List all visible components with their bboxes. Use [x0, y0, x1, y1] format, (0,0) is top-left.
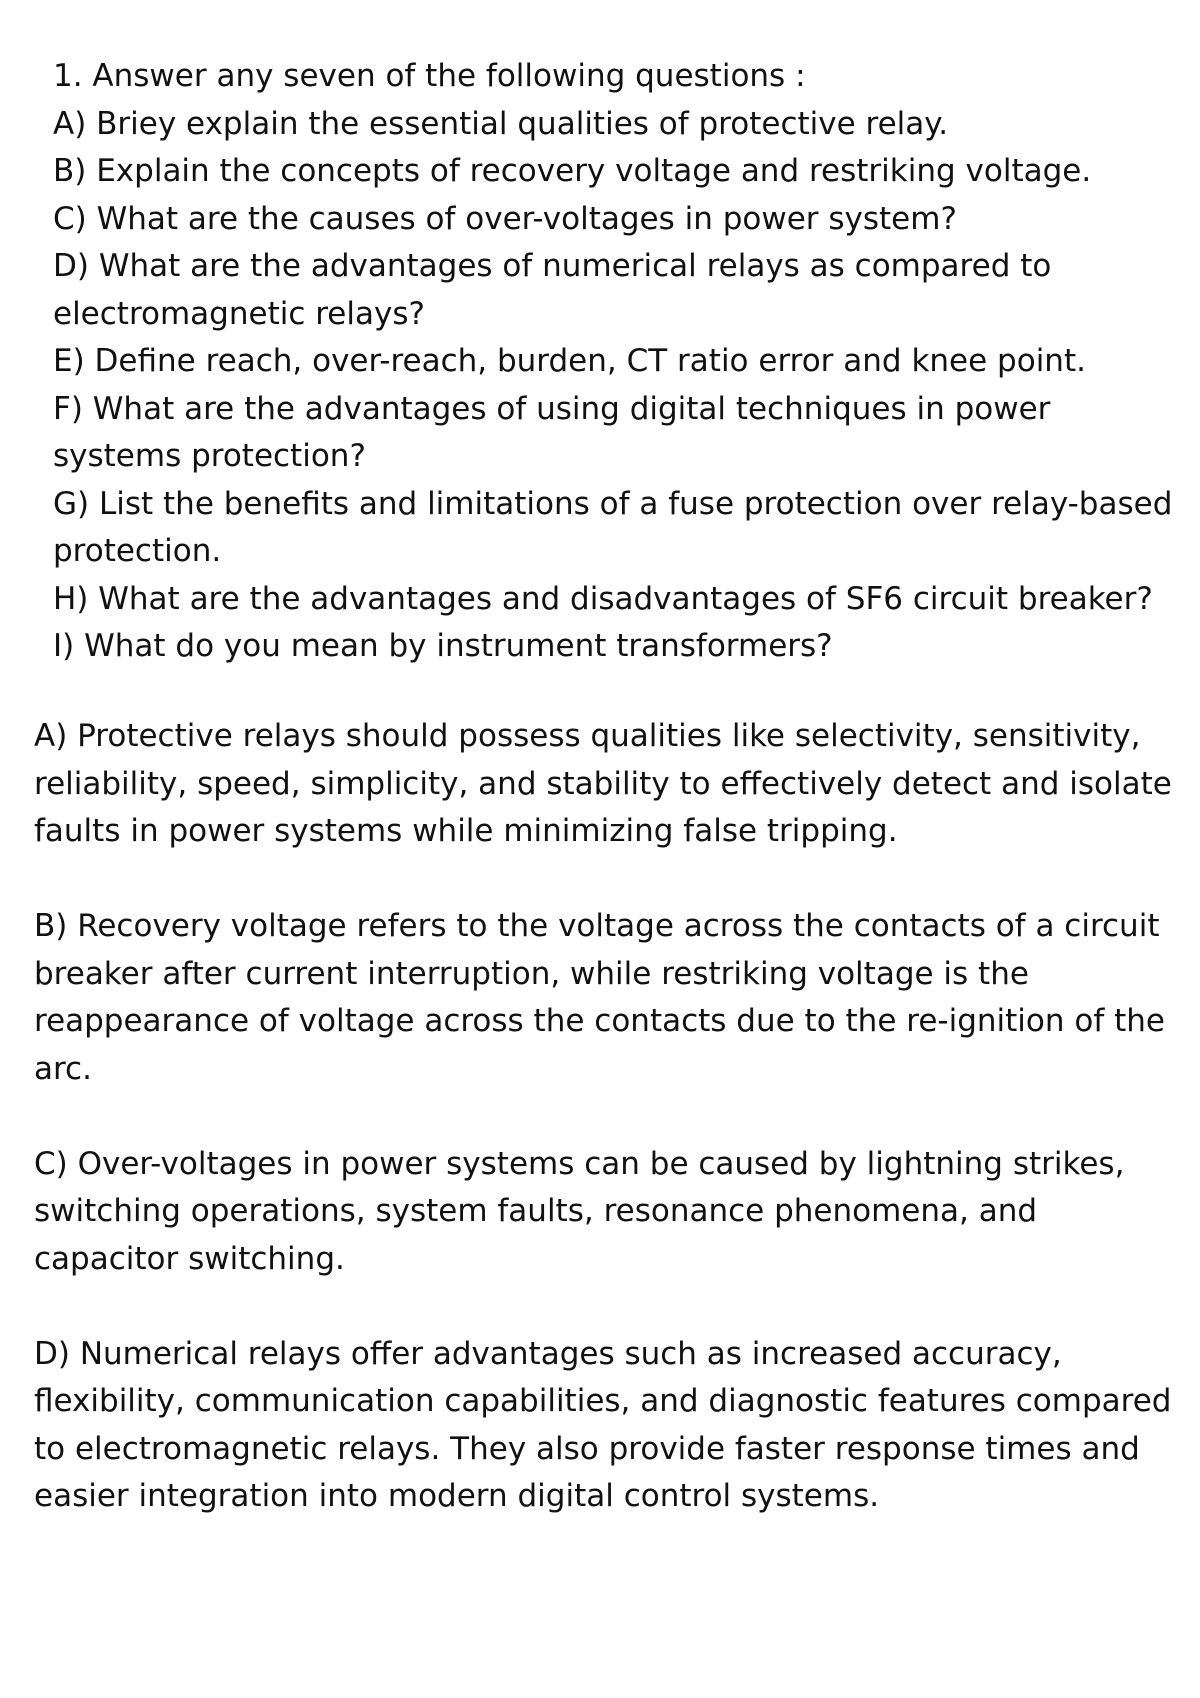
answer-b: B) Recovery voltage refers to the voltage across the contacts of a circuit breaker after current interruption, while restriking voltage is the reappearance of voltage across the contacts due to the re-ignition of the arc. — [34, 908, 1165, 1087]
question-e: E) Define reach, over-reach, burden, CT ratio error and knee point. — [53, 343, 1086, 379]
answer-d: D) Numerical relays offer advantages such as increased accuracy, flexibility, communication capabilities, and diagnostic features compared to electromagnetic relays. They also provide faster response times and easier integration into modern digital control systems. — [34, 1335, 1172, 1514]
question-a: A) Briey explain the essential qualities of protective relay. — [53, 105, 949, 142]
question-list — [53, 53, 1173, 671]
question-f: F) What are the advantages of using digital techniques in power systems protection? — [53, 390, 1051, 474]
question-instruction: 1. Answer any seven of the following questions : — [53, 58, 806, 94]
answer-c: C) Over-voltages in power systems can be caused by lightning strikes, switching operations, system faults, resonance phenomena, and capacitor switching. — [34, 1145, 1125, 1277]
answer-a: A) Protective relays should possess qualities like selectivity, sensitivity, reliability, speed, simplicity, and stability to effectively detect and isolate faults in power systems while minimizing false tripping. — [34, 718, 1172, 849]
question-g: G) List the benefits and limitations of a fuse protection over relay-based protection. — [53, 485, 1173, 569]
question-i: I) What do you mean by instrument transformers? — [53, 628, 833, 664]
question-h: H) What are the advantages and disadvantages of SF6 circuit breaker? — [53, 580, 1153, 617]
question-c: C) What are the causes of over-voltages in power system? — [53, 200, 957, 237]
question-d: D) What are the advantages of numerical relays as compared to electromagnetic relays? — [53, 248, 1052, 332]
answer-section — [34, 713, 1174, 1521]
question-b: B) Explain the concepts of recovery voltage and restriking voltage. — [53, 153, 1092, 189]
